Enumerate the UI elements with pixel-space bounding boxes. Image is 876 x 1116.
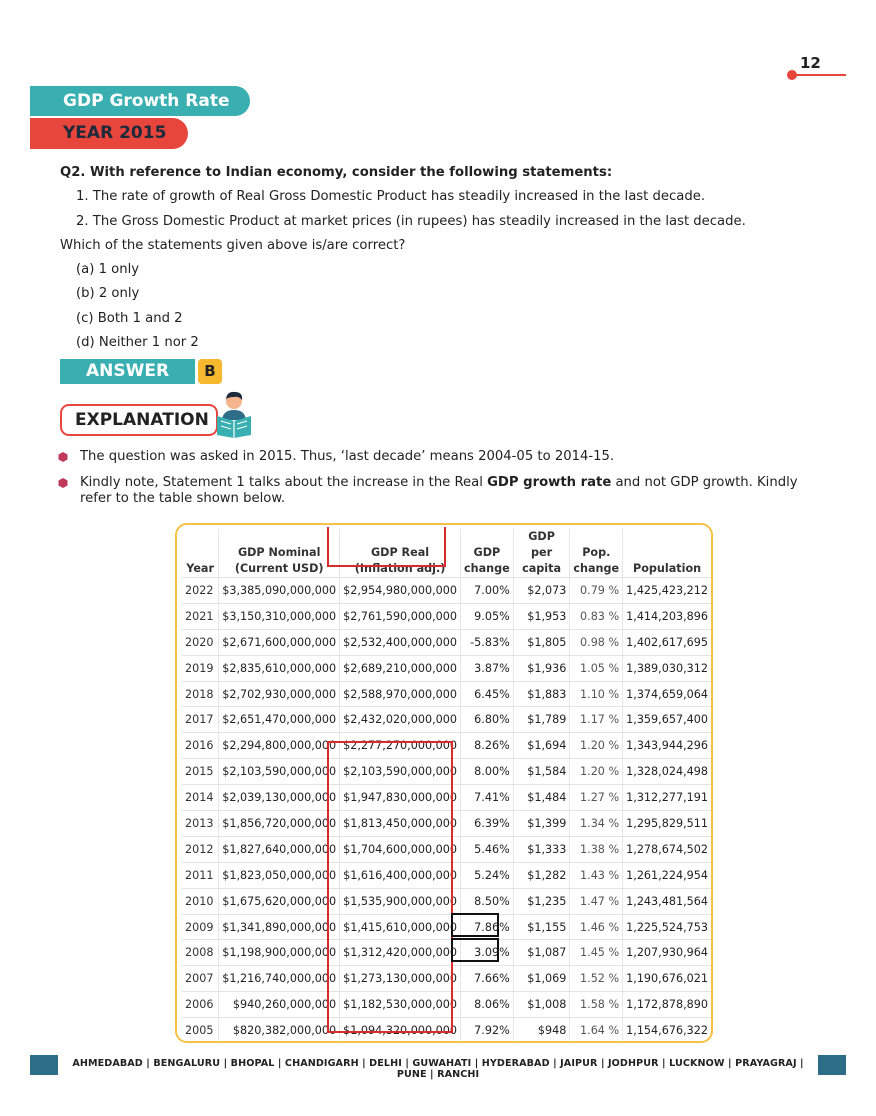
cell-population: 1,190,676,021 bbox=[623, 966, 711, 992]
table-row bbox=[182, 629, 711, 655]
header-gdp-change: GDP change bbox=[461, 529, 514, 578]
cell-gdp-nominal: $1,216,740,000,000 bbox=[219, 966, 340, 992]
bullet-text: The question was asked in 2015. Thus, ‘last decade’ means 2004-05 to 2014-15. bbox=[80, 449, 615, 464]
bullet-text: Kindly note, Statement 1 talks about the increase in the Real bbox=[80, 475, 488, 490]
cell-year: 2014 bbox=[182, 785, 219, 811]
footer-left-block bbox=[30, 1055, 58, 1075]
cell-gdp-change: 7.66% bbox=[461, 966, 514, 992]
cell-gdp-per-capita: $1,789 bbox=[513, 707, 570, 733]
cell-population: 1,402,617,695 bbox=[623, 629, 711, 655]
cell-gdp-real: $1,704,600,000,000 bbox=[340, 836, 461, 862]
cell-gdp-per-capita: $1,584 bbox=[513, 759, 570, 785]
option-a: (a) 1 only bbox=[76, 262, 140, 278]
cell-gdp-real: $2,689,210,000,000 bbox=[340, 655, 461, 681]
bullet-text-tail: and not GDP growth. Kindly refer to the table shown below. bbox=[80, 475, 798, 506]
cell-year: 2010 bbox=[182, 888, 219, 914]
cell-population: 1,278,674,502 bbox=[623, 836, 711, 862]
cell-gdp-per-capita: $1,694 bbox=[513, 733, 570, 759]
cell-gdp-real: $2,954,980,000,000 bbox=[340, 578, 461, 604]
cell-gdp-change: 7.41% bbox=[461, 785, 514, 811]
cell-gdp-nominal: $820,382,000,000 bbox=[219, 1018, 340, 1043]
gdp-change-2008-highlight bbox=[451, 913, 499, 937]
cell-pop-change: 1.34 % bbox=[570, 811, 623, 837]
cell-pop-change: 1.20 % bbox=[570, 759, 623, 785]
cell-year: 2020 bbox=[182, 629, 219, 655]
header-gdp-per-capita: GDP per capita bbox=[513, 529, 570, 578]
cell-pop-change: 1.52 % bbox=[570, 966, 623, 992]
bullet-item bbox=[58, 449, 818, 465]
cell-gdp-per-capita: $1,087 bbox=[513, 940, 570, 966]
cell-gdp-change: 3.09% bbox=[461, 940, 514, 966]
cell-gdp-per-capita: $1,805 bbox=[513, 629, 570, 655]
cell-gdp-real: $2,103,590,000,000 bbox=[340, 759, 461, 785]
cell-gdp-real: $1,273,130,000,000 bbox=[340, 966, 461, 992]
cell-gdp-real: $2,532,400,000,000 bbox=[340, 629, 461, 655]
cell-year: 2007 bbox=[182, 966, 219, 992]
answer-letter: B bbox=[198, 359, 222, 384]
cell-gdp-nominal: $1,675,620,000,000 bbox=[219, 888, 340, 914]
bullet-item bbox=[58, 475, 818, 507]
cell-gdp-nominal: $2,103,590,000,000 bbox=[219, 759, 340, 785]
cell-pop-change: 0.98 % bbox=[570, 629, 623, 655]
table-row bbox=[182, 655, 711, 681]
cell-gdp-nominal: $2,671,600,000,000 bbox=[219, 629, 340, 655]
cell-gdp-nominal: $1,823,050,000,000 bbox=[219, 862, 340, 888]
cell-gdp-change: -5.83% bbox=[461, 629, 514, 655]
cell-year: 2008 bbox=[182, 940, 219, 966]
statement-2: 2. The Gross Domestic Product at market prices (in rupees) has steadily increased in the last decade. bbox=[76, 213, 746, 229]
table-header-row bbox=[182, 529, 711, 578]
cell-year: 2011 bbox=[182, 862, 219, 888]
cell-year: 2021 bbox=[182, 603, 219, 629]
footer-right-block bbox=[818, 1055, 846, 1075]
topic-title-banner: GDP Growth Rate bbox=[30, 86, 250, 116]
cell-gdp-nominal: $2,835,610,000,000 bbox=[219, 655, 340, 681]
cell-year: 2022 bbox=[182, 578, 219, 604]
question-block bbox=[60, 161, 820, 355]
cell-gdp-change: 8.06% bbox=[461, 992, 514, 1018]
option-b: (b) 2 only bbox=[76, 286, 140, 302]
hexagon-bullet-icon bbox=[58, 478, 68, 488]
cell-year: 2013 bbox=[182, 811, 219, 837]
cell-gdp-change: 5.46% bbox=[461, 836, 514, 862]
hexagon-bullet-icon bbox=[58, 452, 68, 462]
answer-row bbox=[60, 359, 222, 384]
cell-gdp-nominal: $3,385,090,000,000 bbox=[219, 578, 340, 604]
footer-cities: AHMEDABAD | BENGALURU | BHOPAL | CHANDIGARH | DELHI | GUWAHATI | HYDERABAD | JAIPUR | JODHPUR | LUCKNOW | PRAYAGRAJ | PUNE | RANCHI bbox=[72, 1058, 804, 1080]
cell-gdp-change: 7.00% bbox=[461, 578, 514, 604]
cell-gdp-change: 8.00% bbox=[461, 759, 514, 785]
cell-gdp-real: $1,813,450,000,000 bbox=[340, 811, 461, 837]
cell-population: 1,243,481,564 bbox=[623, 888, 711, 914]
cell-pop-change: 1.47 % bbox=[570, 888, 623, 914]
cell-gdp-change: 7.86% bbox=[461, 914, 514, 940]
cell-population: 1,389,030,312 bbox=[623, 655, 711, 681]
cell-gdp-real: $1,616,400,000,000 bbox=[340, 862, 461, 888]
cell-gdp-per-capita: $948 bbox=[513, 1018, 570, 1043]
cell-gdp-per-capita: $1,008 bbox=[513, 992, 570, 1018]
table-row bbox=[182, 578, 711, 604]
option-c: (c) Both 1 and 2 bbox=[76, 310, 183, 326]
cell-population: 1,172,878,890 bbox=[623, 992, 711, 1018]
cell-gdp-real: $1,535,900,000,000 bbox=[340, 888, 461, 914]
cell-year: 2006 bbox=[182, 992, 219, 1018]
cell-gdp-per-capita: $1,953 bbox=[513, 603, 570, 629]
cell-pop-change: 1.10 % bbox=[570, 681, 623, 707]
cell-gdp-per-capita: $1,936 bbox=[513, 655, 570, 681]
cell-population: 1,261,224,954 bbox=[623, 862, 711, 888]
cell-gdp-per-capita: $1,155 bbox=[513, 914, 570, 940]
cell-population: 1,425,423,212 bbox=[623, 578, 711, 604]
real-gdp-header-highlight bbox=[327, 527, 446, 567]
cell-gdp-real: $2,277,270,000,000 bbox=[340, 733, 461, 759]
cell-gdp-real: $2,588,970,000,000 bbox=[340, 681, 461, 707]
real-gdp-decade-highlight bbox=[327, 741, 453, 1033]
cell-year: 2016 bbox=[182, 733, 219, 759]
header-year: Year bbox=[182, 529, 219, 578]
table-row bbox=[182, 681, 711, 707]
header-gdp-nominal: GDP Nominal (Current USD) bbox=[219, 529, 340, 578]
bullet-bold-text: GDP growth rate bbox=[487, 475, 612, 490]
cell-gdp-change: 6.80% bbox=[461, 707, 514, 733]
header-pop-change: Pop. change bbox=[570, 529, 623, 578]
cell-year: 2015 bbox=[182, 759, 219, 785]
person-reading-icon bbox=[213, 388, 255, 438]
cell-gdp-real: $1,947,830,000,000 bbox=[340, 785, 461, 811]
cell-gdp-nominal: $940,260,000,000 bbox=[219, 992, 340, 1018]
cell-pop-change: 1.64 % bbox=[570, 1018, 623, 1043]
cell-gdp-real: $2,432,020,000,000 bbox=[340, 707, 461, 733]
cell-population: 1,225,524,753 bbox=[623, 914, 711, 940]
page-number-underline bbox=[792, 74, 846, 76]
cell-pop-change: 1.45 % bbox=[570, 940, 623, 966]
cell-pop-change: 1.20 % bbox=[570, 733, 623, 759]
cell-gdp-real: $1,094,320,000,000 bbox=[340, 1018, 461, 1043]
cell-gdp-change: 3.87% bbox=[461, 655, 514, 681]
cell-gdp-per-capita: $1,883 bbox=[513, 681, 570, 707]
cell-population: 1,374,659,064 bbox=[623, 681, 711, 707]
cell-gdp-change: 8.26% bbox=[461, 733, 514, 759]
cell-population: 1,295,829,511 bbox=[623, 811, 711, 837]
table-row bbox=[182, 603, 711, 629]
cell-pop-change: 1.17 % bbox=[570, 707, 623, 733]
cell-year: 2019 bbox=[182, 655, 219, 681]
cell-gdp-change: 8.50% bbox=[461, 888, 514, 914]
table-row bbox=[182, 707, 711, 733]
cell-pop-change: 1.38 % bbox=[570, 836, 623, 862]
cell-gdp-nominal: $2,294,800,000,000 bbox=[219, 733, 340, 759]
cell-year: 2009 bbox=[182, 914, 219, 940]
cell-population: 1,312,277,191 bbox=[623, 785, 711, 811]
cell-pop-change: 1.27 % bbox=[570, 785, 623, 811]
cell-population: 1,207,930,964 bbox=[623, 940, 711, 966]
cell-year: 2017 bbox=[182, 707, 219, 733]
cell-population: 1,414,203,896 bbox=[623, 603, 711, 629]
cell-gdp-nominal: $1,856,720,000,000 bbox=[219, 811, 340, 837]
cell-pop-change: 0.79 % bbox=[570, 578, 623, 604]
cell-gdp-per-capita: $2,073 bbox=[513, 578, 570, 604]
cell-pop-change: 1.05 % bbox=[570, 655, 623, 681]
gdp-change-2007-highlight bbox=[451, 938, 499, 962]
cell-gdp-per-capita: $1,069 bbox=[513, 966, 570, 992]
statement-1: 1. The rate of growth of Real Gross Domestic Product has steadily increased in the last decade. bbox=[76, 189, 706, 205]
cell-pop-change: 1.43 % bbox=[570, 862, 623, 888]
cell-population: 1,359,657,400 bbox=[623, 707, 711, 733]
cell-population: 1,343,944,296 bbox=[623, 733, 711, 759]
cell-gdp-real: $2,761,590,000,000 bbox=[340, 603, 461, 629]
cell-gdp-per-capita: $1,235 bbox=[513, 888, 570, 914]
cell-gdp-real: $1,312,420,000,000 bbox=[340, 940, 461, 966]
explanation-heading: EXPLANATION bbox=[60, 404, 218, 436]
cell-gdp-nominal: $1,341,890,000,000 bbox=[219, 914, 340, 940]
cell-gdp-per-capita: $1,399 bbox=[513, 811, 570, 837]
cell-pop-change: 0.83 % bbox=[570, 603, 623, 629]
cell-gdp-change: 6.45% bbox=[461, 681, 514, 707]
question-prompt: Which of the statements given above is/are correct? bbox=[60, 237, 406, 253]
cell-gdp-nominal: $2,651,470,000,000 bbox=[219, 707, 340, 733]
cell-gdp-per-capita: $1,282 bbox=[513, 862, 570, 888]
cell-year: 2005 bbox=[182, 1018, 219, 1043]
header-gdp-real: GDP Real (Inflation adj.) bbox=[340, 529, 461, 578]
cell-gdp-real: $1,182,530,000,000 bbox=[340, 992, 461, 1018]
cell-gdp-change: 7.92% bbox=[461, 1018, 514, 1043]
answer-label: ANSWER bbox=[60, 359, 195, 384]
cell-population: 1,328,024,498 bbox=[623, 759, 711, 785]
cell-gdp-nominal: $1,827,640,000,000 bbox=[219, 836, 340, 862]
cell-gdp-change: 9.05% bbox=[461, 603, 514, 629]
explanation-bullets bbox=[58, 449, 818, 517]
cell-population: 1,154,676,322 bbox=[623, 1018, 711, 1043]
cell-pop-change: 1.58 % bbox=[570, 992, 623, 1018]
cell-gdp-nominal: $2,702,930,000,000 bbox=[219, 681, 340, 707]
page-number: 12 bbox=[800, 54, 821, 72]
cell-gdp-nominal: $2,039,130,000,000 bbox=[219, 785, 340, 811]
cell-gdp-per-capita: $1,484 bbox=[513, 785, 570, 811]
question-stem: Q2. With reference to Indian economy, consider the following statements: bbox=[60, 165, 613, 180]
cell-year: 2012 bbox=[182, 836, 219, 862]
cell-gdp-nominal: $1,198,900,000,000 bbox=[219, 940, 340, 966]
cell-year: 2018 bbox=[182, 681, 219, 707]
option-d: (d) Neither 1 nor 2 bbox=[76, 335, 199, 351]
cell-gdp-change: 6.39% bbox=[461, 811, 514, 837]
header-population: Population bbox=[633, 562, 702, 575]
cell-gdp-real: $1,415,610,000,000 bbox=[340, 914, 461, 940]
cell-gdp-change: 5.24% bbox=[461, 862, 514, 888]
cell-pop-change: 1.46 % bbox=[570, 914, 623, 940]
year-banner: YEAR 2015 bbox=[30, 118, 188, 149]
cell-gdp-nominal: $3,150,310,000,000 bbox=[219, 603, 340, 629]
cell-gdp-per-capita: $1,333 bbox=[513, 836, 570, 862]
